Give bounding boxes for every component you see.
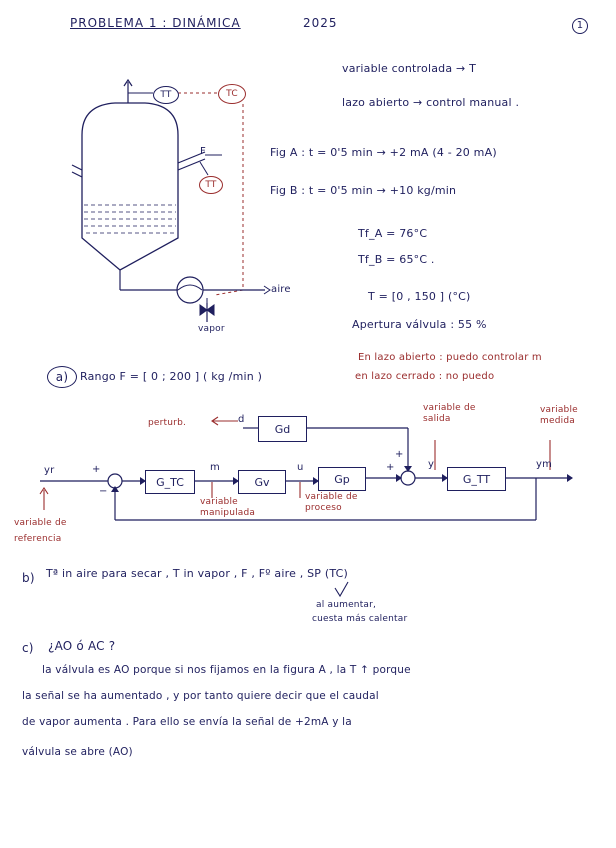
measured-variable-note: variable medida bbox=[540, 405, 578, 426]
part-a-closed-loop-note: en lazo cerrado : no puedo bbox=[355, 371, 495, 382]
valve-opening-note: Apertura válvula : 55 % bbox=[352, 318, 487, 331]
part-b-note-1: al aumentar, bbox=[316, 600, 377, 610]
page-number: 1 bbox=[572, 18, 588, 34]
manipulated-variable-note: variable manipulada bbox=[200, 497, 256, 518]
tf-b-note: Tf_B = 65°C . bbox=[358, 253, 435, 266]
gv-block: Gv bbox=[238, 470, 286, 494]
open-loop-note: lazo abierto → control manual . bbox=[342, 96, 520, 109]
sum1-plus: + bbox=[92, 464, 101, 475]
yr-label: yr bbox=[44, 465, 55, 476]
reference-variable-note: variable de referencia bbox=[14, 518, 67, 544]
gd-block: Gd bbox=[258, 416, 307, 442]
y-label: y bbox=[428, 459, 435, 470]
part-b-label: b) bbox=[22, 571, 35, 585]
perturb-label: perturb. bbox=[148, 418, 187, 428]
year-label: 2025 bbox=[303, 16, 338, 30]
gtc-block: G_TC bbox=[145, 470, 195, 494]
part-c-label: c) bbox=[22, 641, 34, 655]
m-label: m bbox=[210, 462, 220, 473]
sum2-plus-top: + bbox=[395, 449, 404, 460]
output-variable-note: variable de salida bbox=[423, 403, 476, 424]
part-b-text: Tª in aire para secar , T in vapor , F , Fº aire , SP (TC) bbox=[46, 567, 348, 580]
temperature-transmitter-top: TT bbox=[153, 86, 179, 104]
sum1-minus: − bbox=[99, 486, 108, 497]
vapor-label: vapor bbox=[198, 324, 225, 334]
t-range-note: T = [0 , 150 ] (°C) bbox=[368, 290, 471, 303]
controlled-variable-note: variable controlada → T bbox=[342, 62, 476, 75]
part-c-line-2: la señal se ha aumentado , y por tanto quiere decir que el caudal bbox=[22, 690, 379, 702]
part-c-line-4: válvula se abre (AO) bbox=[22, 746, 133, 758]
part-a-open-loop-note: En lazo abierto : puedo controlar m bbox=[358, 352, 542, 363]
part-c-question: ¿AO ó AC ? bbox=[48, 639, 116, 653]
temperature-transmitter-2: TT bbox=[199, 176, 223, 194]
process-variable-note: variable de proceso bbox=[305, 492, 358, 513]
gtt-block: G_TT bbox=[447, 467, 506, 491]
part-c-line-3: de vapor aumenta . Para ello se envía la señal de +2mA y la bbox=[22, 716, 352, 728]
temperature-controller: TC bbox=[218, 84, 246, 104]
fig-b-note: Fig B : t = 0'5 min → +10 kg/min bbox=[270, 184, 457, 197]
u-label: u bbox=[297, 462, 304, 473]
part-b-note-2: cuesta más calentar bbox=[312, 614, 408, 624]
ym-label: ym bbox=[536, 459, 553, 470]
sum2-plus-left: + bbox=[386, 462, 395, 473]
page-title: PROBLEMA 1 : DINÁMICA bbox=[70, 16, 241, 30]
part-c-line-1: la válvula es AO porque si nos fijamos en la figura A , la T ↑ porque bbox=[42, 664, 411, 676]
flow-f-label: F bbox=[200, 146, 206, 157]
part-a-range: Rango F = [ 0 ; 200 ] ( kg /min ) bbox=[80, 370, 263, 383]
fig-a-note: Fig A : t = 0'5 min → +2 mA (4 - 20 mA) bbox=[270, 146, 497, 159]
d-label: d bbox=[238, 414, 245, 425]
gp-block: Gp bbox=[318, 467, 366, 491]
part-a-label: a) bbox=[47, 366, 77, 388]
aire-label: aire bbox=[271, 284, 291, 295]
tf-a-note: Tf_A = 76°C bbox=[358, 227, 428, 240]
